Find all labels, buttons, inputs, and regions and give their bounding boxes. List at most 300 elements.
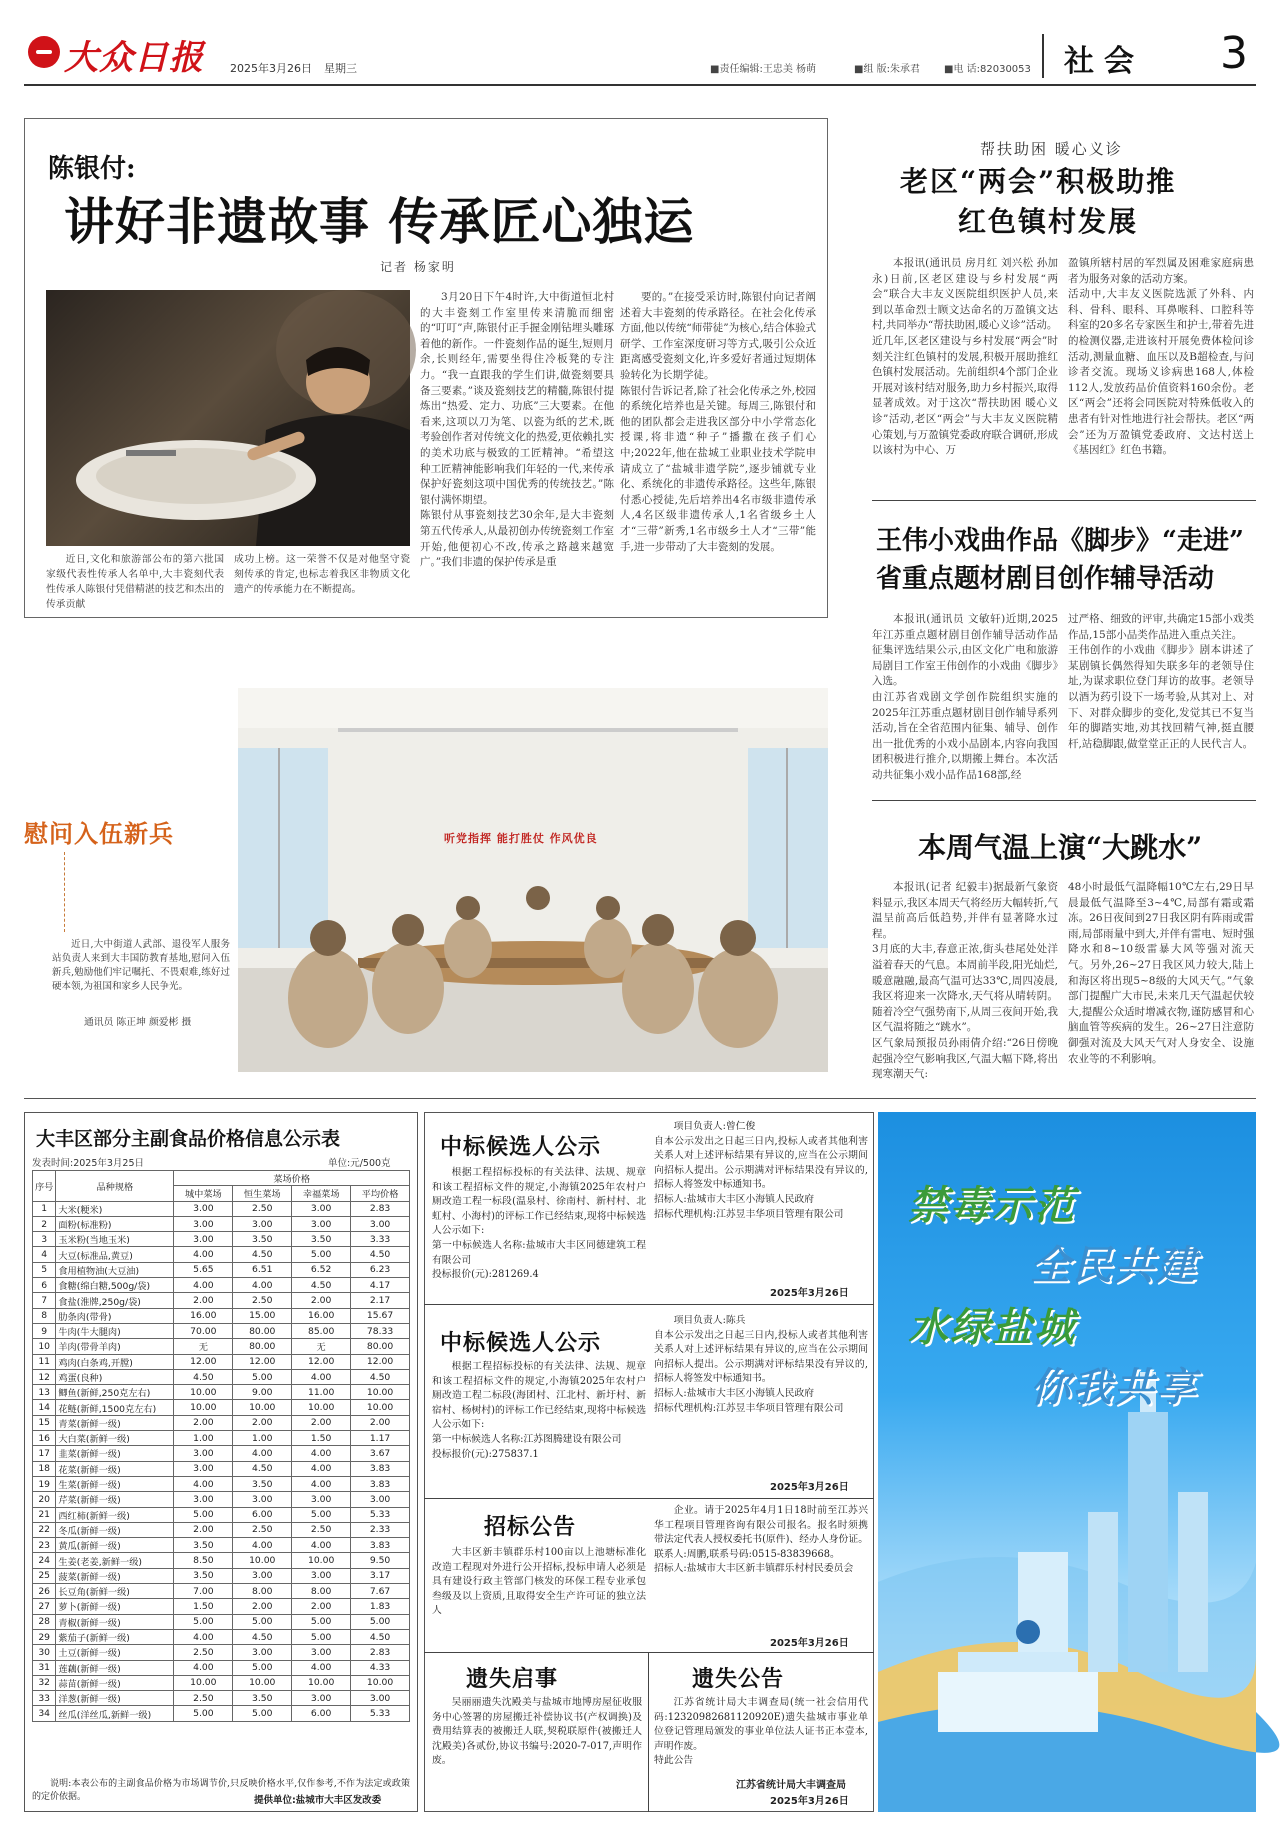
price-cell: 10.00 [233, 1553, 292, 1568]
price-cell: 10.00 [351, 1675, 410, 1690]
price-cell: 4.50 [292, 1278, 351, 1293]
col-header-group: 菜场价格 [174, 1171, 410, 1186]
price-table [32, 1170, 410, 1722]
table-row [33, 1706, 410, 1721]
recruit-title-connector [64, 852, 65, 932]
price-cell: 85.00 [292, 1323, 351, 1338]
price-cell: 1.50 [174, 1599, 233, 1614]
item-name: 紫茄子(新鲜一级) [56, 1629, 174, 1644]
row-number: 2 [33, 1216, 56, 1231]
masthead-weekday: 星期三 [324, 62, 357, 75]
price-cell: 4.50 [233, 1461, 292, 1476]
row-number: 13 [33, 1385, 56, 1400]
price-cell: 4.00 [233, 1446, 292, 1461]
item-name: 鸡蛋(良种) [56, 1369, 174, 1384]
price-cell: 15.67 [351, 1308, 410, 1323]
item-name: 黄瓜(新鲜一级) [56, 1538, 174, 1553]
masthead-divider [1042, 34, 1044, 78]
table-row [33, 1339, 410, 1354]
notice3-date: 2025年3月26日 [770, 1638, 849, 1649]
price-cell: 5.00 [174, 1706, 233, 1721]
row-number: 16 [33, 1431, 56, 1446]
table-row [33, 1308, 410, 1323]
price-table-note: 说明:本表公布的主副食品价格为市场调节价,只反映价格水平,仅作参考,不作为法定或政策的定价依据。 [32, 1779, 410, 1802]
price-cell: 无 [174, 1339, 233, 1354]
price-table-unit: 单位:元/500克 [328, 1158, 391, 1169]
table-row [33, 1415, 410, 1430]
price-cell: 5.33 [351, 1507, 410, 1522]
item-name: 鸡肉(白条鸡,开膛) [56, 1354, 174, 1369]
price-cell: 2.00 [233, 1415, 292, 1430]
price-cell: 3.00 [292, 1691, 351, 1706]
price-cell: 1.00 [174, 1431, 233, 1446]
price-cell: 4.00 [233, 1278, 292, 1293]
price-cell: 5.65 [174, 1262, 233, 1277]
price-cell: 5.00 [292, 1507, 351, 1522]
price-cell: 3.83 [351, 1461, 410, 1476]
price-cell: 5.00 [233, 1369, 292, 1384]
opera-col2: 过严格、细致的评审,共确定15部小戏类作品,15部小品类作品进入重点关注。 王伟创作的小戏曲《脚步》剧本讲述了某剧镇长偶然得知失联多年的老领导住址,为谋求职位登门拜访的故事。老领导以酒为药引设下一场考验,从其对上、对下、对群众脚步的变化,发觉其已不复当年的脚踏实地,劝其找回精气神,挺直腰杆,站稳脚跟,做堂堂正正的人民代言人。 [1068, 613, 1254, 750]
table-row [33, 1354, 410, 1369]
price-cell: 10.00 [292, 1553, 351, 1568]
lead-col3: 要的。”在接受采访时,陈银付向记者阐述着大丰瓷刻的传承路径。在社会化传承方面,他以传统“师带徒”为核心,结合体验式研学、工作室深度研习等方式,吸引公众近距离感受瓷刻文化,许多爱好者通过短期体验转化为长期学徒。 陈银付告诉记者,除了社会化传承之外,校园的系统化培养也是关键。每周三,陈银付和他的团队都会走进我区部分中小学常态化授课,将非遗“种子”播撒在孩子们心中;2022年,他在盐城工业职业技术学院申请成立了“盐城非遗学院”,逐步铺就专业化、系统化的非遗传承路径。这些年,陈银付悉心授徒,先后培养出4名市级非遗传承人,4名区级非遗传承人,1名省级乡土人才“三带”新秀,1名市级乡土人才“三带”能手,进一步带动了大丰瓷刻的发展。 [620, 291, 816, 553]
notice-divider-3 [424, 1652, 874, 1653]
masthead-layout: ■组 版:朱承君 [854, 64, 920, 75]
price-cell: 4.50 [233, 1629, 292, 1644]
notice-divider-2 [424, 1498, 874, 1499]
table-row [33, 1476, 410, 1491]
table-row [33, 1385, 410, 1400]
price-cell: 3.00 [233, 1216, 292, 1231]
price-table-provider: 提供单位:盐城市大丰区发改委 [254, 1795, 382, 1806]
row-number: 19 [33, 1476, 56, 1491]
row-number: 5 [33, 1262, 56, 1277]
price-cell: 3.50 [233, 1476, 292, 1491]
price-cell: 4.00 [292, 1446, 351, 1461]
price-cell: 10.00 [174, 1400, 233, 1415]
price-cell: 3.50 [233, 1232, 292, 1247]
price-cell: 4.50 [233, 1247, 292, 1262]
price-cell: 3.00 [174, 1446, 233, 1461]
price-cell: 2.00 [233, 1599, 292, 1614]
row-number: 31 [33, 1660, 56, 1675]
price-cell: 3.00 [233, 1645, 292, 1660]
price-cell: 4.50 [351, 1369, 410, 1384]
recruit-title: 慰问入伍新兵 [24, 819, 174, 848]
item-name: 洋葱(新鲜一级) [56, 1691, 174, 1706]
item-name: 面粉(标准粉) [56, 1216, 174, 1231]
notice5-title: 遗失公告 [692, 1667, 785, 1692]
price-cell: 2.50 [174, 1691, 233, 1706]
weather-col1: 本报讯(记者 纪毅丰)据最新气象资料显示,我区本周天气将经历大幅转折,气温呈前高后低趋势,并伴有显著降水过程。 3月底的大丰,春意正浓,街头巷尾处处洋溢着春天的气息。本周前半段,阳光灿烂,暖意融融,最高气温可达33℃,周四凌晨,我区将迎来一次降水,天气将从晴转阴。随着冷空气强势南下,从周三夜间开始,我区气温将随之“跳水”。 区气象局预报员孙雨倩介绍:“26日傍晚起强冷空气影响我区,气温大幅下降,将出现寒潮天气: [872, 881, 1058, 1081]
notice1-body: 根据工程招标投标的有关法律、法规、规章和该工程招标文件的规定,小海镇2025年农村户厕改造工程一标段(温泉村、徐南村、新村村、北虹村、小海村)的评标工作已经结束,现将中标候选人公示如下: 第一中标候选人名称:盐城市大丰区同德建筑工程有限公司 投标报价(元):281269.4 [432, 1167, 646, 1281]
table-row [33, 1247, 410, 1262]
table-row [33, 1629, 410, 1644]
row-number: 32 [33, 1675, 56, 1690]
table-row [33, 1278, 410, 1293]
item-name: 牛肉(牛大腿肉) [56, 1323, 174, 1338]
price-cell: 7.00 [174, 1584, 233, 1599]
price-cell: 8.00 [233, 1584, 292, 1599]
item-name: 食糖(绵白糖,500g/袋) [56, 1278, 174, 1293]
row-number: 21 [33, 1507, 56, 1522]
notice5-body: 江苏省统计局大丰调查局(统一社会信用代码:12320982681120920E)遗失盐城市事业单位登记管理局颁发的事业单位法人证书正本壹本,声明作废。 特此公告 [654, 1697, 868, 1767]
recruits-meeting-icon [238, 688, 828, 1072]
notice1-date: 2025年3月26日 [770, 1288, 849, 1299]
price-cell: 5.00 [174, 1507, 233, 1522]
price-cell: 3.00 [174, 1461, 233, 1476]
row-number: 9 [33, 1323, 56, 1338]
notice3-body: 大丰区新丰镇群乐村100亩以上池塘标准化改造工程现对外进行公开招标,投标申请人必须是具有建设行政主管部门核发的环保工程专业承包叁级及以上资质,且取得安全生产许可证的独立法人 [432, 1547, 646, 1617]
price-cell: 2.50 [292, 1522, 351, 1537]
notice1-title: 中标候选人公示 [440, 1135, 602, 1160]
price-cell: 2.50 [233, 1201, 292, 1216]
price-cell: 2.50 [233, 1293, 292, 1308]
row-number: 1 [33, 1201, 56, 1216]
price-cell: 4.00 [233, 1538, 292, 1553]
price-cell: 4.00 [174, 1660, 233, 1675]
table-row [33, 1461, 410, 1476]
table-row [33, 1538, 410, 1553]
price-cell: 80.00 [233, 1339, 292, 1354]
price-cell: 10.00 [351, 1385, 410, 1400]
lead-col1: 成功上榜。这一荣誉不仅是对他坚守瓷刻传承的肯定,也标志着我区非物质文化遗产的传承能力在不断提高。 [234, 554, 410, 595]
notice2-title: 中标候选人公示 [440, 1331, 602, 1356]
price-cell: 3.50 [174, 1538, 233, 1553]
opera-title-1: 王伟小戏曲作品《脚步》“走进” [876, 526, 1244, 556]
table-row [33, 1400, 410, 1415]
price-cell: 3.00 [292, 1492, 351, 1507]
price-cell: 10.00 [351, 1400, 410, 1415]
table-row [33, 1492, 410, 1507]
price-cell: 11.00 [292, 1385, 351, 1400]
row-number: 12 [33, 1369, 56, 1384]
recruit-photo [238, 688, 828, 1072]
notice5-sign: 江苏省统计局大丰调查局 [736, 1780, 846, 1791]
price-cell: 3.00 [351, 1691, 410, 1706]
price-cell: 2.00 [292, 1415, 351, 1430]
poster-line-4: 你我共享 [1030, 1365, 1198, 1411]
table-row [33, 1232, 410, 1247]
price-cell: 4.00 [174, 1476, 233, 1491]
table-row [33, 1660, 410, 1675]
price-cell: 2.83 [351, 1645, 410, 1660]
price-cell: 4.50 [351, 1247, 410, 1262]
price-cell: 2.00 [174, 1293, 233, 1308]
masthead-date: 2025年3月26日 [230, 62, 312, 75]
price-cell: 8.50 [174, 1553, 233, 1568]
price-cell: 16.00 [292, 1308, 351, 1323]
item-name: 萝卜(新鲜一级) [56, 1599, 174, 1614]
item-name: 肋条肉(带骨) [56, 1308, 174, 1323]
table-row [33, 1507, 410, 1522]
price-cell: 5.00 [233, 1706, 292, 1721]
price-cell: 80.00 [233, 1323, 292, 1338]
col-header-name: 品种规格 [56, 1171, 174, 1202]
masthead [24, 22, 1256, 84]
table-row [33, 1431, 410, 1446]
row-number: 33 [33, 1691, 56, 1706]
price-cell: 2.00 [174, 1522, 233, 1537]
item-name: 西红柿(新鲜一级) [56, 1507, 174, 1522]
craftsman-figure-icon [46, 290, 410, 546]
price-cell: 9.00 [233, 1385, 292, 1400]
item-name: 花鲢(新鲜,1500克左右) [56, 1400, 174, 1415]
row-number: 8 [33, 1308, 56, 1323]
item-name: 菠菜(新鲜一级) [56, 1568, 174, 1583]
table-row [33, 1323, 410, 1338]
price-cell: 2.00 [351, 1415, 410, 1430]
price-cell: 2.83 [351, 1201, 410, 1216]
price-cell: 10.00 [233, 1675, 292, 1690]
price-cell: 12.00 [292, 1354, 351, 1369]
notice3-body2: 企业。请于2025年4月1日18时前至江苏兴华工程项目管理咨询有限公司报名。报名时须携带法定代表人授权委托书(原件)、经办人身份证。联系人:周鹏,联系号码:0515-83839668。 招标人:盐城市大丰区新丰镇群乐村村民委员会 [654, 1505, 868, 1575]
row-number: 34 [33, 1706, 56, 1721]
price-cell: 3.00 [233, 1568, 292, 1583]
row-number: 20 [33, 1492, 56, 1507]
item-name: 韭菜(新鲜一级) [56, 1446, 174, 1461]
notice5-date: 2025年3月26日 [770, 1796, 849, 1807]
two-sessions-col2: 盈镇所辖村居的军烈属及困难家庭病患者为服务对象的活动方案。 活动中,大丰友义医院选派了外科、内科、骨科、眼科、耳鼻喉科、口腔科等科室的20多名专家医生和护士,带着先进的检测仪器,走进该村开展免费体检问诊活动,测量血糖、血压以及B超检查,与问诊者交流。现场义诊病患168人,体检112人,发放药品价值资料160余份。老区“两会”还将会同医院对特殊低收入的患者有针对性地进行社会帮扶。老区“两会”还为万盈镇党委政府、文达村送上《基因红》红色书籍。 [1068, 257, 1254, 457]
price-cell: 无 [292, 1339, 351, 1354]
row-number: 27 [33, 1599, 56, 1614]
price-cell: 16.00 [174, 1308, 233, 1323]
item-name: 青椒(新鲜一级) [56, 1614, 174, 1629]
notice-divider-1 [424, 1304, 874, 1305]
price-cell: 4.00 [292, 1538, 351, 1553]
row-number: 25 [33, 1568, 56, 1583]
price-cell: 4.50 [351, 1629, 410, 1644]
price-cell: 5.00 [233, 1660, 292, 1675]
price-cell: 1.50 [292, 1431, 351, 1446]
row-number: 7 [33, 1293, 56, 1308]
row-number: 28 [33, 1614, 56, 1629]
col-header-market-2: 恒生菜场 [233, 1186, 292, 1201]
table-row [33, 1584, 410, 1599]
table-row [33, 1675, 410, 1690]
price-table-issue-time: 发表时间:2025年3月25日 [32, 1158, 145, 1169]
price-cell: 70.00 [174, 1323, 233, 1338]
price-cell: 4.00 [292, 1660, 351, 1675]
table-row [33, 1262, 410, 1277]
price-cell: 3.50 [174, 1568, 233, 1583]
price-cell: 6.00 [292, 1706, 351, 1721]
price-cell: 1.00 [233, 1431, 292, 1446]
item-name: 土豆(新鲜一级) [56, 1645, 174, 1660]
price-cell: 4.00 [174, 1278, 233, 1293]
row-number: 18 [33, 1461, 56, 1476]
price-cell: 2.17 [351, 1293, 410, 1308]
two-sessions-col1: 本报讯(通讯员 房月红 刘兴松 孙加永)日前,区老区建设与乡村发展“两会”联合大丰友义医院组织医护人员,来到以革命烈士顾文达命名的万盈镇文达村,共同举办“帮扶助困,暖心义诊”活动。 近几年,区老区建设与乡村发展“两会”时刻关注红色镇村的发展,积极开展助推红色镇村发展活动。先前组织4个部门企业开展对该村结对服务,助力乡村振兴,取得显著成效。对于这次“帮扶助困 暖心义诊”活动,老区“两会”与大丰友义医院精心策划,与万盈镇党委政府联合调研,形成以该村为中心、万 [872, 257, 1058, 457]
price-cell: 5.00 [233, 1614, 292, 1629]
price-cell: 1.83 [351, 1599, 410, 1614]
price-cell: 4.00 [292, 1369, 351, 1384]
price-cell: 3.00 [351, 1216, 410, 1231]
item-name: 鲫鱼(新鲜,250克左右) [56, 1385, 174, 1400]
table-row [33, 1599, 410, 1614]
item-name: 生姜(老姜,新鲜一级) [56, 1553, 174, 1568]
col-header-market-1: 城中菜场 [174, 1186, 233, 1201]
row-number: 26 [33, 1584, 56, 1599]
weather-col2: 48小时最低气温降幅10℃左右,29日早晨最低气温降至3~4℃,局部有霜或霜冻。26日夜间到27日我区阴有阵雨或雷雨,局部雨量中到大,并伴有雷电、短时强降水和8~10级雷暴大风等强对流天气。另外,26~27日我区风力较大,陆上和海区将出现5~8级的大风天气。”气象部门提醒广大市民,未来几天气温起伏较大,提醒公众适时增减衣物,谨防感冒和心脑血管等疾病的发生。26~27日注意防御强对流及大风天气对人身安全、设施农业等的不利影响。 [1068, 881, 1254, 1065]
masthead-phone: ■电 话:82030053 [944, 64, 1031, 75]
price-cell: 7.67 [351, 1584, 410, 1599]
weather-title: 本周气温上演“大跳水” [918, 831, 1203, 864]
page-number: 3 [1220, 28, 1248, 79]
row-number: 10 [33, 1339, 56, 1354]
price-cell: 1.17 [351, 1431, 410, 1446]
price-cell: 6.00 [233, 1507, 292, 1522]
price-cell: 10.00 [292, 1400, 351, 1415]
logo-icon [28, 36, 60, 68]
price-cell: 10.00 [174, 1385, 233, 1400]
price-cell: 3.83 [351, 1476, 410, 1491]
section-rule [24, 1098, 1256, 1099]
price-cell: 80.00 [351, 1339, 410, 1354]
item-name: 芹菜(新鲜一级) [56, 1492, 174, 1507]
item-name: 长豆角(新鲜一级) [56, 1584, 174, 1599]
two-sessions-title-1: 老区“两会”积极助推 [900, 165, 1177, 198]
item-name: 蒜苗(新鲜一级) [56, 1675, 174, 1690]
table-row [33, 1691, 410, 1706]
item-name: 大白菜(新鲜一级) [56, 1431, 174, 1446]
price-cell: 4.17 [351, 1278, 410, 1293]
price-cell: 15.00 [233, 1308, 292, 1323]
price-cell: 2.00 [174, 1415, 233, 1430]
price-cell: 3.33 [351, 1232, 410, 1247]
item-name: 食盐(淮牌,250g/袋) [56, 1293, 174, 1308]
poster-line-3: 水绿盐城 [908, 1305, 1076, 1351]
col-header-no: 序号 [33, 1171, 56, 1202]
price-cell: 4.50 [174, 1369, 233, 1384]
recruit-credit: 通讯员 陈正坤 颜爱彬 摄 [84, 1017, 192, 1028]
price-cell: 5.33 [351, 1706, 410, 1721]
section-name: 社会 [1064, 44, 1144, 79]
divider-1 [872, 500, 1256, 501]
price-cell: 4.00 [174, 1629, 233, 1644]
price-cell: 3.00 [174, 1232, 233, 1247]
price-cell: 2.33 [351, 1522, 410, 1537]
price-cell: 3.17 [351, 1568, 410, 1583]
price-cell: 2.50 [233, 1522, 292, 1537]
price-cell: 3.00 [351, 1492, 410, 1507]
row-number: 23 [33, 1538, 56, 1553]
table-row [33, 1446, 410, 1461]
two-sessions-kicker: 帮扶助困 暖心义诊 [980, 140, 1123, 158]
item-name: 大米(粳米) [56, 1201, 174, 1216]
masthead-logo-text: 大众日报 [64, 38, 204, 78]
row-number: 4 [33, 1247, 56, 1262]
table-row [33, 1522, 410, 1537]
notice-divider-vertical [648, 1652, 649, 1812]
price-cell: 3.00 [292, 1201, 351, 1216]
price-cell: 10.00 [233, 1400, 292, 1415]
lead-kicker: 陈银付: [48, 154, 136, 184]
recruit-caption: 近日,大中街道人武部、退役军人服务站负责人来到大丰国防教育基地,慰问入伍新兵,勉励他们牢记嘱托、不畏艰难,练好过硬本领,为祖国和家乡人民争光。 [52, 939, 230, 992]
row-number: 22 [33, 1522, 56, 1537]
price-cell: 4.00 [174, 1247, 233, 1262]
price-cell: 3.00 [292, 1645, 351, 1660]
price-cell: 3.00 [174, 1216, 233, 1231]
price-table-title: 大丰区部分主副食品价格信息公示表 [36, 1128, 341, 1150]
row-number: 3 [33, 1232, 56, 1247]
lead-photo-caption: 近日,文化和旅游部公布的第六批国家级代表性传承人名单中,大丰瓷刻代表性传承人陈银付凭借精湛的技艺和杰出的传承贡献 [46, 554, 224, 610]
poster-line-2: 全民共建 [1030, 1243, 1198, 1289]
price-cell: 3.00 [233, 1492, 292, 1507]
notice1-body2: 项目负责人:曾仁俊 自本公示发出之日起三日内,投标人或者其他利害关系人对上述评标结果有异议的,应当在公示期间向招标人提出。公示期满对评标结果没有异议的,招标人将签发中标通知书。 招标人:盐城市大丰区小海镇人民政府 招标代理机构:江苏昱丰华项目管理有限公司 [654, 1121, 868, 1220]
price-cell: 4.33 [351, 1660, 410, 1675]
notice4-title: 遗失启事 [466, 1667, 559, 1692]
price-cell: 12.00 [351, 1354, 410, 1369]
table-row [33, 1201, 410, 1216]
item-name: 食用植物油(大豆油) [56, 1262, 174, 1277]
table-row [33, 1369, 410, 1384]
price-cell: 6.51 [233, 1262, 292, 1277]
item-name: 大豆(标准品,黄豆) [56, 1247, 174, 1262]
lead-photo [46, 290, 410, 546]
lead-headline: 讲好非遗故事 传承匠心独运 [64, 192, 695, 251]
col-header-market-3: 幸福菜场 [292, 1186, 351, 1201]
table-row [33, 1553, 410, 1568]
masthead-editor: ■责任编辑:王忠美 杨萌 [710, 64, 816, 75]
table-row [33, 1568, 410, 1583]
col-header-average: 平均价格 [351, 1186, 410, 1201]
price-cell: 3.50 [233, 1691, 292, 1706]
item-name: 冬瓜(新鲜一级) [56, 1522, 174, 1537]
table-row [33, 1216, 410, 1231]
poster-line-1: 禁毒示范 [908, 1183, 1076, 1229]
price-cell: 12.00 [233, 1354, 292, 1369]
row-number: 14 [33, 1400, 56, 1415]
price-cell: 3.67 [351, 1446, 410, 1461]
item-name: 莲藕(新鲜一级) [56, 1660, 174, 1675]
price-cell: 9.50 [351, 1553, 410, 1568]
price-cell: 2.00 [292, 1293, 351, 1308]
price-cell: 5.00 [174, 1614, 233, 1629]
row-number: 6 [33, 1278, 56, 1293]
table-row [33, 1645, 410, 1660]
price-cell: 5.00 [351, 1614, 410, 1629]
price-cell: 6.23 [351, 1262, 410, 1277]
notice3-title: 招标公告 [484, 1515, 577, 1540]
item-name: 花菜(新鲜一级) [56, 1461, 174, 1476]
lead-col2: 3月20日下午4时许,大中街道恒北村的大丰瓷刻工作室里传来清脆而细密的“叮叮”声,陈银付正手握金刚钻埋头雕琢着他的新作。一件瓷刻作品的诞生,短则月余,长则经年,需要坐得住冷板凳的专注力。“我一直跟我的学生们讲,做瓷刻要具备三要素。”谈及瓷刻技艺的精髓,陈银付提炼出“热爱、定力、功底”三大要素。在他看来,这项以刀为笔、以瓷为纸的艺术,既考验创作者对传统文化的热爱,更依赖扎实的美术功底与极致的工匠精神。“希望这种工匠精神能影响我们年轻的一代,来传承保护好瓷刻这项中国优秀的传统技艺。”陈银付满怀期望。 陈银付从事瓷刻技艺30余年,是大丰瓷刻第五代传承人,从最初创办传统瓷刻工作室开始,他便初心不改,传承之路越来越宽广。”我们非遗的保护传承是重 [420, 291, 614, 569]
price-cell: 3.00 [174, 1492, 233, 1507]
price-cell: 3.50 [292, 1232, 351, 1247]
row-number: 29 [33, 1629, 56, 1644]
lead-byline: 记者 杨家明 [380, 260, 456, 274]
price-cell: 3.00 [292, 1216, 351, 1231]
price-cell: 10.00 [174, 1675, 233, 1690]
row-number: 30 [33, 1645, 56, 1660]
masthead-rule [24, 84, 1256, 86]
row-number: 24 [33, 1553, 56, 1568]
table-row [33, 1614, 410, 1629]
table-row [33, 1293, 410, 1308]
price-cell: 3.83 [351, 1538, 410, 1553]
notice2-body: 根据工程招标投标的有关法律、法规、规章和该工程招标文件的规定,小海镇2025年农村户厕改造工程二标段(海团村、江北村、新圩村、新宿村、杨树村)的评标工作已经结束,现将中标候选人公示如下: 第一中标候选人名称:江苏图腾建设有限公司 投标报价(元):275837.1 [432, 1361, 646, 1460]
price-cell: 12.00 [174, 1354, 233, 1369]
notice2-date: 2025年3月26日 [770, 1482, 849, 1493]
item-name: 青菜(新鲜一级) [56, 1415, 174, 1430]
price-cell: 4.00 [292, 1461, 351, 1476]
row-number: 11 [33, 1354, 56, 1369]
item-name: 羊肉(带骨羊肉) [56, 1339, 174, 1354]
notice2-body2: 项目负责人:陈兵 自本公示发出之日起三日内,投标人或者其他利害关系人对上述评标结果有异议的,应当在公示期间向招标人提出。公示期满对评标结果没有异议的,招标人将签发中标通知书。 招标人:盐城市大丰区小海镇人民政府 招标代理机构:江苏昱丰华项目管理有限公司 [654, 1315, 868, 1414]
price-cell: 3.00 [292, 1568, 351, 1583]
recruit-banner: 听党指挥 能打胜仗 作风优良 [444, 832, 598, 845]
price-cell: 4.00 [292, 1476, 351, 1491]
